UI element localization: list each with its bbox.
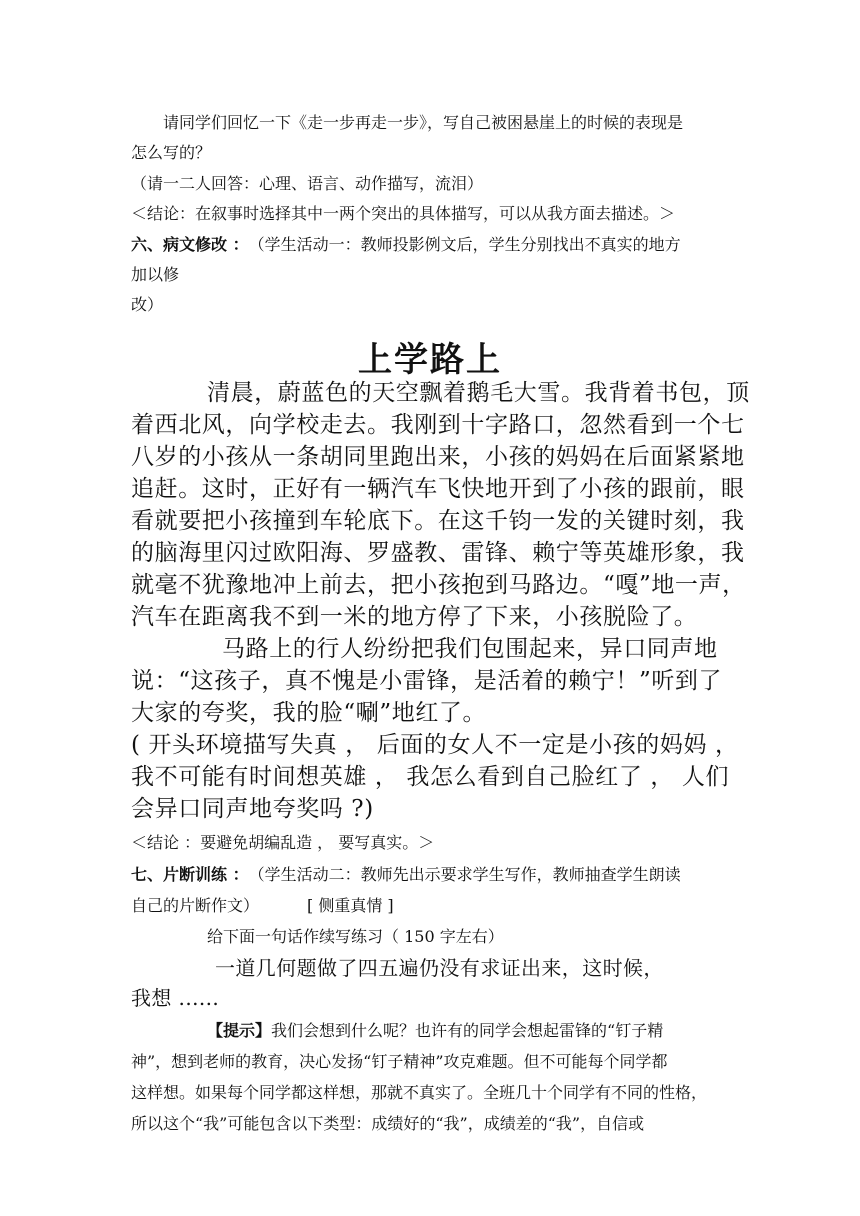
section-7-task: 给下面一句话作续写练习（ 150 字左右） xyxy=(207,927,504,946)
hint-line-1 xyxy=(207,1021,663,1041)
intro-conclusion: ＜结论：在叙事时选择其中一两个突出的具体描写，可以从我方面去描述。＞ xyxy=(131,204,676,223)
critique-line: 我不可能有时间想英雄 ， 我怎么看到自己脸红了 ， 人们 xyxy=(131,764,730,790)
section-7-desc-cont xyxy=(131,896,394,916)
hint-line-2: 神”，想到老师的教育，决心发扬“钉子精神”攻克难题。但不可能每个同学都 xyxy=(131,1052,668,1071)
section-7-line xyxy=(131,865,681,885)
essay-p1-line: 追赶。这时，正好有一辆汽车飞快地开到了小孩的跟前，眼 xyxy=(131,476,745,502)
essay-p1-line: 清晨，蔚蓝色的天空飘着鹅毛大雪。我背着书包，顶 xyxy=(207,380,750,406)
essay-p1-line: 汽车在距离我不到一米的地方停了下来，小孩脱险了。 xyxy=(131,604,698,630)
section-7-heading: 七、片断训练 ： xyxy=(131,865,249,884)
conclusion-2: ＜结论 ：要避免胡编乱造 ， 要写真实。＞ xyxy=(131,833,435,852)
section-6-line xyxy=(131,235,681,255)
hint-line-4: 所以这个“我”可能包含以下类型：成绩好的“我”，成绩差的“我”，自信或 xyxy=(131,1114,645,1133)
essay-p2-line: 大家的夸奖，我的脸“唰”地红了。 xyxy=(131,700,487,726)
section-6-desc-cont: 加以修 xyxy=(131,265,180,284)
section-6-desc: （学生活动一：教师投影例文后，学生分别找出不真实的地方 xyxy=(256,235,681,254)
writing-prompt-line-1: 一道几何题做了四五遍仍没有求证出来，这时候， xyxy=(215,956,664,980)
section-7-desc: （学生活动二：教师先出示要求学生写作，教师抽查学生朗读 xyxy=(256,865,681,884)
essay-p1-line: 就毫不犹豫地冲上前去，把小孩抱到马路边。“嘎”地一声， xyxy=(131,572,746,598)
essay-p1-line: 的脑海里闪过欧阳海、罗盛教、雷锋、赖宁等英雄形象，我 xyxy=(131,540,745,566)
essay-p1-line: 看就要把小孩撞到车轮底下。在这千钧一发的关键时刻，我 xyxy=(131,508,745,534)
section-7-focus: [ 侧重真情 ] xyxy=(307,896,394,915)
section-7-desc-end: 自己的片断作文） xyxy=(131,896,260,915)
critique-line: 会异口同声地夸奖吗 ?) xyxy=(131,796,374,822)
essay-title: 上学路上 xyxy=(358,340,502,380)
critique-line: ( 开头环境描写失真 ， 后面的女人不一定是小孩的妈妈 ， xyxy=(131,732,739,758)
essay-p2-line: 说：“这孩子，真不愧是小雷锋，是活着的赖宁！”听到了 xyxy=(131,668,723,694)
hint-line-3: 这样想。如果每个同学都这样想，那就不真实了。全班几十个同学有不同的性格， xyxy=(131,1083,708,1102)
essay-p1-line: 着西北风，向学校走去。我刚到十字路口，忽然看到一个七 xyxy=(131,412,745,438)
hint-label: 【提示】 xyxy=(207,1021,272,1040)
essay-p1-line: 八岁的小孩从一条胡同里跑出来，小孩的妈妈在后面紧紧地 xyxy=(131,444,745,470)
hint-text: 我们会想到什么呢？也许有的同学会想起雷锋的“钉子精 xyxy=(271,1021,664,1040)
intro-line-2: 怎么写的？ xyxy=(131,143,212,162)
essay-p2-line: 马路上的行人纷纷把我们包围起来，异口同声地 xyxy=(222,636,718,662)
section-6-heading: 六、病文修改 ： xyxy=(131,235,249,254)
intro-answer: （请一二人回答：心理、语言、动作描写，流泪） xyxy=(131,174,484,193)
section-6-desc-end: 改） xyxy=(131,295,164,314)
intro-line-1: 请同学们回忆一下《走一步再走一步》，写自己被困悬崖上的时候的表现是 xyxy=(163,113,684,132)
writing-prompt-line-2: 我想 ...... xyxy=(131,986,220,1010)
